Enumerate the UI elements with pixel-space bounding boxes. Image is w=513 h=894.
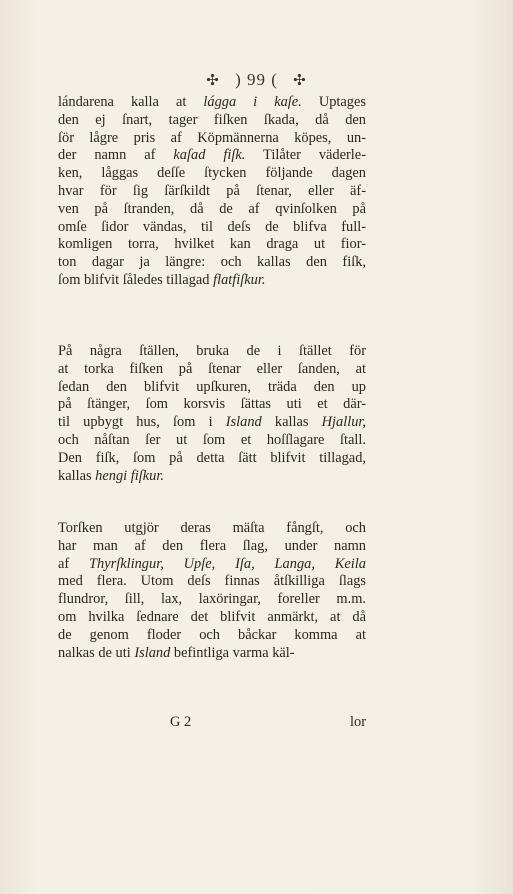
text-line: ken, låggas deſſe ſtycken följande dagen — [58, 165, 366, 182]
page-number: 99 — [247, 70, 266, 89]
text-line: om hvilka ſednare det blifvit anmärkt, at då — [58, 608, 366, 625]
italic-text: Thyrſklingur, Upſe, Iſa, Langa, Keila — [89, 555, 366, 572]
text-line: omſe ſidor vändas, til deſs de blifva full- — [58, 218, 366, 235]
text-line: at torka fiſken på ſtenar eller ſanden, at — [58, 360, 366, 377]
text-line: de genom floder och båckar komma at — [58, 626, 366, 643]
text-line: flundror, ſill, lax, laxöringar, foreller m.m. — [58, 591, 366, 608]
text-line: ſör lågre pris af Köpmännerna köpes, un- — [58, 129, 366, 146]
text-line: nalkas de uti Island befintliga varma käl- — [58, 644, 295, 661]
paren-left: ) — [235, 70, 242, 89]
text-line: och nåſtan ſer ut ſom et hoſſlagare ſtall. — [58, 431, 366, 448]
text-line: På några ſtällen, bruka de i ſtället för — [58, 343, 366, 359]
ornament-left-icon: ✣ — [206, 73, 220, 89]
text-line: ſedan den blifvit upſkuren, träda den up — [58, 378, 366, 395]
italic-text: Island — [225, 414, 262, 431]
ornament-right-icon: ✣ — [293, 73, 307, 89]
text-line: på ſtänger, ſom korsvis ſättas uti et där- — [58, 396, 366, 413]
paragraph-3 — [58, 520, 366, 662]
text-line: lándarena kalla at lágga i kaſe. Uptages — [58, 94, 366, 110]
italic-text: hengi fiſkur. — [95, 467, 164, 484]
text-line: har man af den flera ſlag, under namn — [58, 537, 366, 554]
text-line: komligen torra, hvilket kan draga ut fior- — [58, 236, 366, 253]
text-line: den ej ſnart, tager fiſken ſkada, då den — [58, 111, 366, 128]
italic-text: lágga i kaſe. — [203, 94, 302, 110]
italic-text: Island — [134, 644, 171, 661]
paren-right: ( — [271, 70, 278, 89]
text-line: til upbygt hus, ſom i Island kallas Hjallur, — [58, 414, 366, 431]
paragraph-2 — [58, 343, 366, 485]
text-line: ven på ſtranden, då de af qvinſolken på — [58, 200, 366, 217]
text-line: der namn af kaſad fiſk. Tilåter väderle- — [58, 147, 366, 164]
italic-text: kaſad fiſk. — [173, 147, 246, 164]
italic-text: flatfiſkur. — [213, 271, 266, 288]
text-line: af Thyrſklingur, Upſe, Iſa, Langa, Keila — [58, 555, 366, 572]
catchword: lor — [350, 714, 366, 730]
text-line: hvar för ſig ſärſkildt på ſtenar, eller äf- — [58, 182, 366, 199]
paragraph-1 — [58, 94, 366, 290]
text-line: Torſken utgjör deras mäſta fångſt, och — [58, 520, 366, 536]
italic-text: Hjallur, — [321, 414, 366, 431]
text-line: med flera. Utom deſs finnas åtſkilliga ſlags — [58, 573, 366, 590]
text-line: ſom blifvit ſåledes tillagad flatfiſkur. — [58, 271, 266, 288]
text-line: ton dagar ja längre: och kallas den fiſk, — [58, 254, 366, 271]
page-header — [0, 70, 513, 90]
text-line: Den fiſk, ſom på detta ſätt blifvit tillagad, — [58, 449, 366, 466]
text-line: kallas hengi fiſkur. — [58, 467, 164, 484]
signature-mark: G 2 — [170, 714, 192, 730]
